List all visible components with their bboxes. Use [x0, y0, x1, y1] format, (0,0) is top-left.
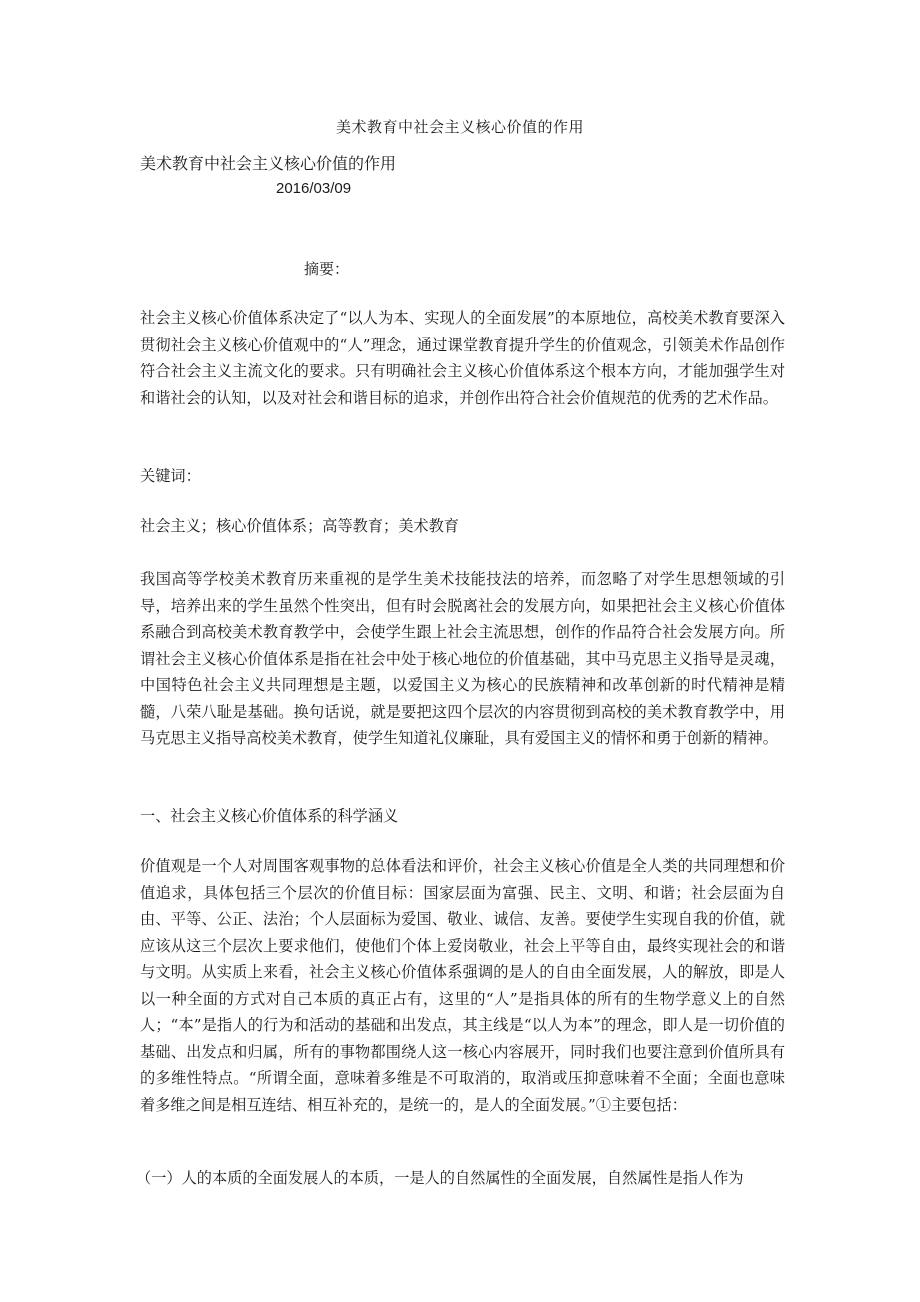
document-title: 美术教育中社会主义核心价值的作用 [335, 118, 584, 136]
abstract-paragraph: 社会主义核心价值体系决定了“以人为本、实现人的全面发展”的本原地位，高校美术教育要深入贯彻社会主义核心价值观中的“人”理念，通过课堂教育提升学生的价值观念，引领美术作品创作符合社会主义主流文化的要求。只有明确社会主义核心价值体系这个根本方向，才能加强学生对和谐社会的认知，以及对社会和谐目标的追求，并创作出符合社会价值规范的优秀的艺术作品。 [140, 309, 785, 407]
section-heading: 一、社会主义核心价值体系的科学涵义 [140, 807, 399, 825]
intro-paragraph: 我国高等学校美术教育历来重视的是学生美术技能技法的培养，而忽略了对学生思想领域的引导，培养出来的学生虽然个性突出，但有时会脱离社会的发展方向，如果把社会主义核心价值体系融合到高校美术教育教学中，会使学生跟上社会主流思想，创作的作品符合社会发展方向。所谓社会主义核心价值体系是指在社会中处于核心地位的价值基础，其中马克思主义指导是灵魂，中国特色社会主义共同理想是主题，以爱国主义为核心的民族精神和改革创新的时代精神是精髓，八荣八耻是基础。换句话说，就是要把这四个层次的内容贯彻到高校的美术教育教学中，用马克思主义指导高校美术教育，使学生知道礼仪廉耻，具有爱国主义的情怀和勇于创新的精神。 [140, 570, 785, 747]
keywords-label: 关键词： [140, 467, 201, 485]
section-body-paragraph: 价值观是一个人对周围客观事物的总体看法和评价，社会主义核心价值是全人类的共同理想和价值追求，具体包括三个层次的价值目标：国家层面为富强、民主、文明、和谐；社会层面为自由、平等、公正、法治；个人层面标为爱国、敬业、诚信、友善。要使学生实现自我的价值，就应该从这三个层次上要求他们，使他们个体上爱岗敬业，社会上平等自由，最终实现社会的和谐与文明。从实质上来看，社会主义核心价值体系强调的是人的自由全面发展，人的解放，即是人以一种全面的方式对自己本质的真正占有，这里的“人”是指具体的所有的生物学意义上的自然人；“本”是指人的行为和活动的基础和出发点，其主线是“以人为本”的理念，即人是一切价值的基础、出发点和归属，所有的事物都围绕人这一核心内容展开，同时我们也要注意到价值所具有的多维性特点。“所谓全面，意味着多维是不可取消的，取消或压抑意味着不全面；全面也意味着多维之间是相互连结、相互补充的，是统一的，是人的全面发展。”①主要包括： [140, 857, 785, 1114]
subsection-paragraph: （一）人的本质的全面发展人的本质，一是人的自然属性的全面发展，自然属性是指人作为 [136, 1169, 744, 1187]
article-subtitle: 美术教育中社会主义核心价值的作用 [140, 154, 397, 173]
abstract-label: 摘要： [304, 260, 350, 278]
publish-date: 2016/03/09 [276, 180, 352, 197]
keywords-list: 社会主义；核心价值体系；高等教育；美术教育 [140, 517, 459, 535]
